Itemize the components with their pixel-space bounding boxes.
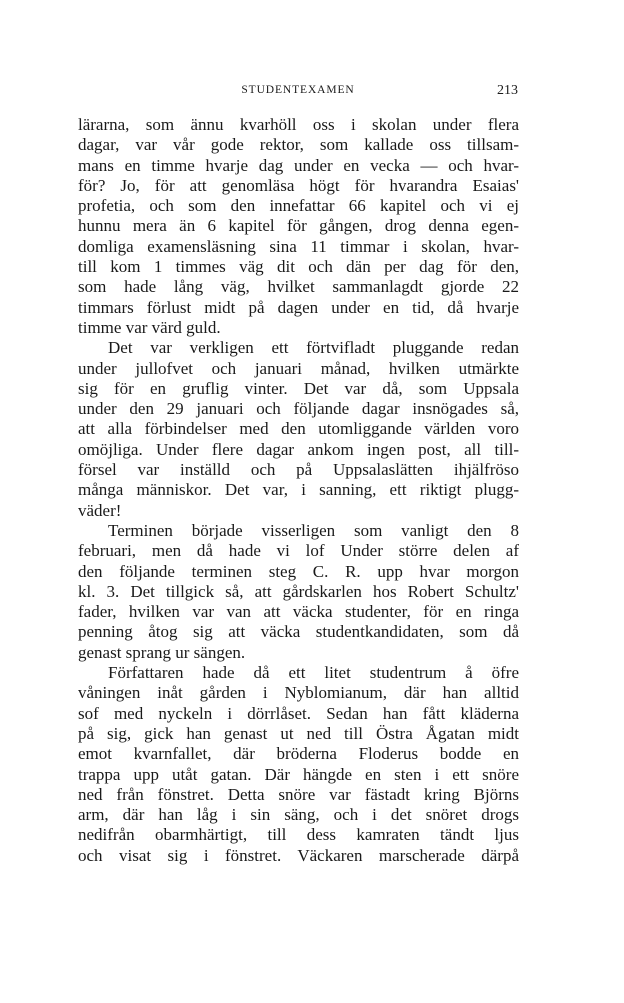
text-line: dagar, var vår gode rektor, som kallade oss tillsam-	[78, 135, 519, 155]
text-line: som hade lång väg, hvilket sammanlagdt gjorde 22	[78, 277, 519, 297]
text-line: februari, men då hade vi lof Under större delen af	[78, 541, 519, 561]
text-line: ned från fönstret. Detta snöre var fästadt kring Björns	[78, 784, 519, 804]
paragraph-first-line: Terminen började visserligen som vanligt den 8	[108, 520, 519, 540]
text-line: på sig, gick han genast ut ned till Östra Ågatan midt	[78, 723, 519, 743]
text-line: arm, där han låg i sin säng, och i det snöret drogs	[78, 805, 519, 825]
paragraph-end-line: genast sprang ur sängen.	[78, 642, 246, 662]
text-line: nedifrån obarmhärtigt, till dess kamraten tändt ljus	[78, 825, 519, 845]
text-line: för? Jo, för att genomläsa högt för hvarandra Esaias'	[78, 175, 519, 195]
running-head	[78, 84, 518, 104]
text-line: kl. 3. Det tillgick så, att gårdskarlen hos Robert Schultz'	[78, 581, 519, 601]
text-line: fader, hvilken var van att väcka studenter, för en ringa	[78, 602, 519, 622]
text-line: timmars förlust midt på dagen under en tid, då hvarje	[78, 297, 519, 317]
text-line: sig för en gruflig vinter. Det var då, som Uppsala	[78, 378, 519, 398]
text-line: många människor. Det var, i sanning, ett riktigt plugg-	[78, 480, 519, 500]
text-line: penning åtog sig att väcka studentkandidaten, som då	[78, 622, 519, 642]
paragraph-end-line: väder!	[78, 500, 122, 520]
paragraph-first-line: Det var verkligen ett förtvifladt pluggande redan	[108, 338, 519, 358]
text-line: våningen inåt gården i Nyblomianum, där han alltid	[78, 683, 519, 703]
text-line: den följande terminen steg C. R. upp hvar morgon	[78, 561, 519, 581]
text-line: och visat sig i fönstret. Väckaren marscherade därpå	[78, 845, 519, 865]
body-text	[78, 115, 519, 866]
text-line: sof med nyckeln i dörrlåset. Sedan han fått kläderna	[78, 703, 519, 723]
text-line: under jullofvet och januari månad, hvilken utmärkte	[78, 358, 519, 378]
text-line: att alla förbindelser med den utomliggande världen voro	[78, 419, 519, 439]
text-line: mans en timme hvarje dag under en vecka — och hvar-	[78, 155, 519, 175]
text-line: profetia, och som den innefattar 66 kapitel och vi ej	[78, 196, 519, 216]
page-number: 213	[497, 83, 518, 98]
text-line: lärarna, som ännu kvarhöll oss i skolan under flera	[78, 115, 519, 134]
paragraph-first-line: Författaren hade då ett litet studentrum å öfre	[108, 663, 519, 683]
text-line: domliga examensläsning sina 11 timmar i skolan, hvar-	[78, 236, 519, 256]
paragraph-end-line: timme var värd guld.	[78, 317, 221, 337]
text-line: försel var inställd och på Uppsalaslätten ihjälfröso	[78, 460, 519, 480]
text-line: under den 29 januari och följande dagar insnögades så,	[78, 399, 519, 419]
text-line: till kom 1 timmes väg dit och dän per dag för den,	[78, 257, 519, 277]
text-line: trappa upp utåt gatan. Där hängde en sten i ett snöre	[78, 764, 519, 784]
running-title: STUDENTEXAMEN	[241, 84, 355, 96]
text-line: hunnu mera än 6 kapitel för gången, drog denna egen-	[78, 216, 519, 236]
text-line: omöjliga. Under flere dagar ankom ingen post, all till-	[78, 439, 519, 459]
text-line: emot kvarnfallet, där bröderna Floderus bodde en	[78, 744, 519, 764]
